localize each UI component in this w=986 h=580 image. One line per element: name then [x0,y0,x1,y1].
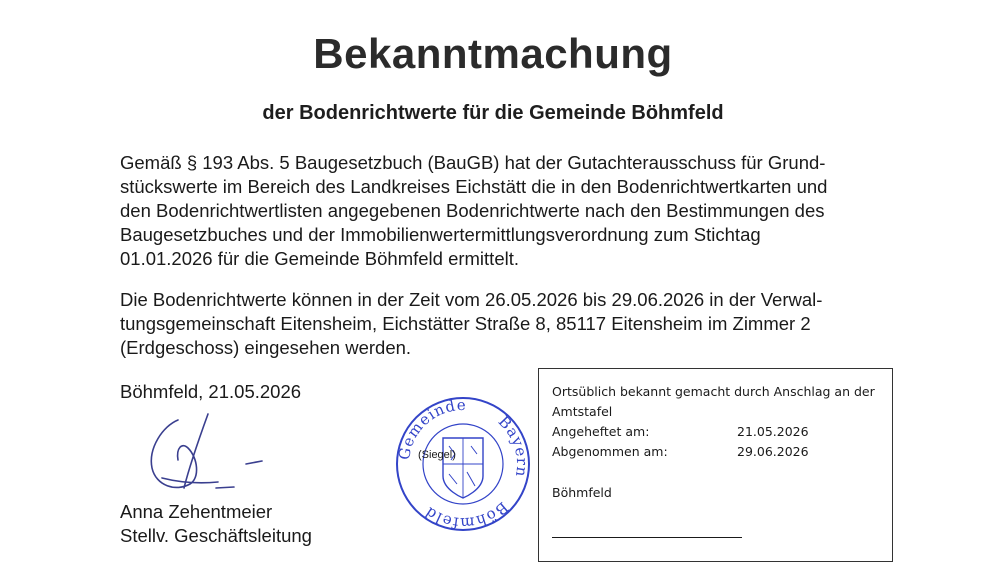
removed-date: 29.06.2026 [737,444,809,459]
paragraph-line: stückswerte im Bereich des Landkreises Eichstätt die in den Bodenrichtwertkarten und [120,176,828,197]
signer-name: Anna Zehentmeier [120,501,273,522]
paragraph-line: den Bodenrichtwertlisten angegebenen Bodenrichtwerte nach den Bestimmungen des [120,200,825,221]
seal-text-bottom: Böhmfeld [421,498,512,533]
removed-label: Abgenommen am: [552,444,668,459]
document-subtitle: der Bodenrichtwerte für die Gemeinde Böhmfeld [262,102,724,124]
paragraph-line: Die Bodenrichtwerte können in der Zeit vom 26.05.2026 bis 29.06.2026 in der Verwal- [120,289,823,310]
posting-notice-box [538,368,893,562]
place-and-date: Böhmfeld, 21.05.2026 [120,381,302,402]
signer-block [120,500,312,548]
notice-intro: Ortsüblich bekannt gemacht durch Anschlag an der Amtstafel [552,384,875,419]
paragraph-line: Baugesetzbuches und der Immobilienwertermittlungsverordnung zum Stichtag [120,224,761,245]
signer-role: Stellv. Geschäftsleitung [120,525,312,546]
seal-label: (Siegel) [418,449,456,461]
signature-line [552,537,742,538]
posted-date: 21.05.2026 [737,424,809,439]
seal-text-left: Gemeinde [394,395,467,462]
announcement-paragraph [120,151,890,271]
official-seal-icon [393,394,533,534]
inspection-paragraph [120,288,890,360]
document-title: Bekanntmachung [313,30,673,77]
notice-town: Böhmfeld [552,485,612,500]
paragraph-line: tungsgemeinschaft Eitensheim, Eichstätter Straße 8, 85117 Eitensheim im Zimmer 2 [120,313,811,334]
seal-text-top: Bayern [494,412,532,479]
handwritten-signature [138,408,288,503]
paragraph-line: Gemäß § 193 Abs. 5 Baugesetzbuch (BauGB) hat der Gutachterausschuss für Grund- [120,152,826,173]
paragraph-line: (Erdgeschoss) eingesehen werden. [120,337,412,358]
posted-label: Angeheftet am: [552,424,650,439]
paragraph-line: 01.01.2026 für die Gemeinde Böhmfeld ermittelt. [120,248,520,269]
